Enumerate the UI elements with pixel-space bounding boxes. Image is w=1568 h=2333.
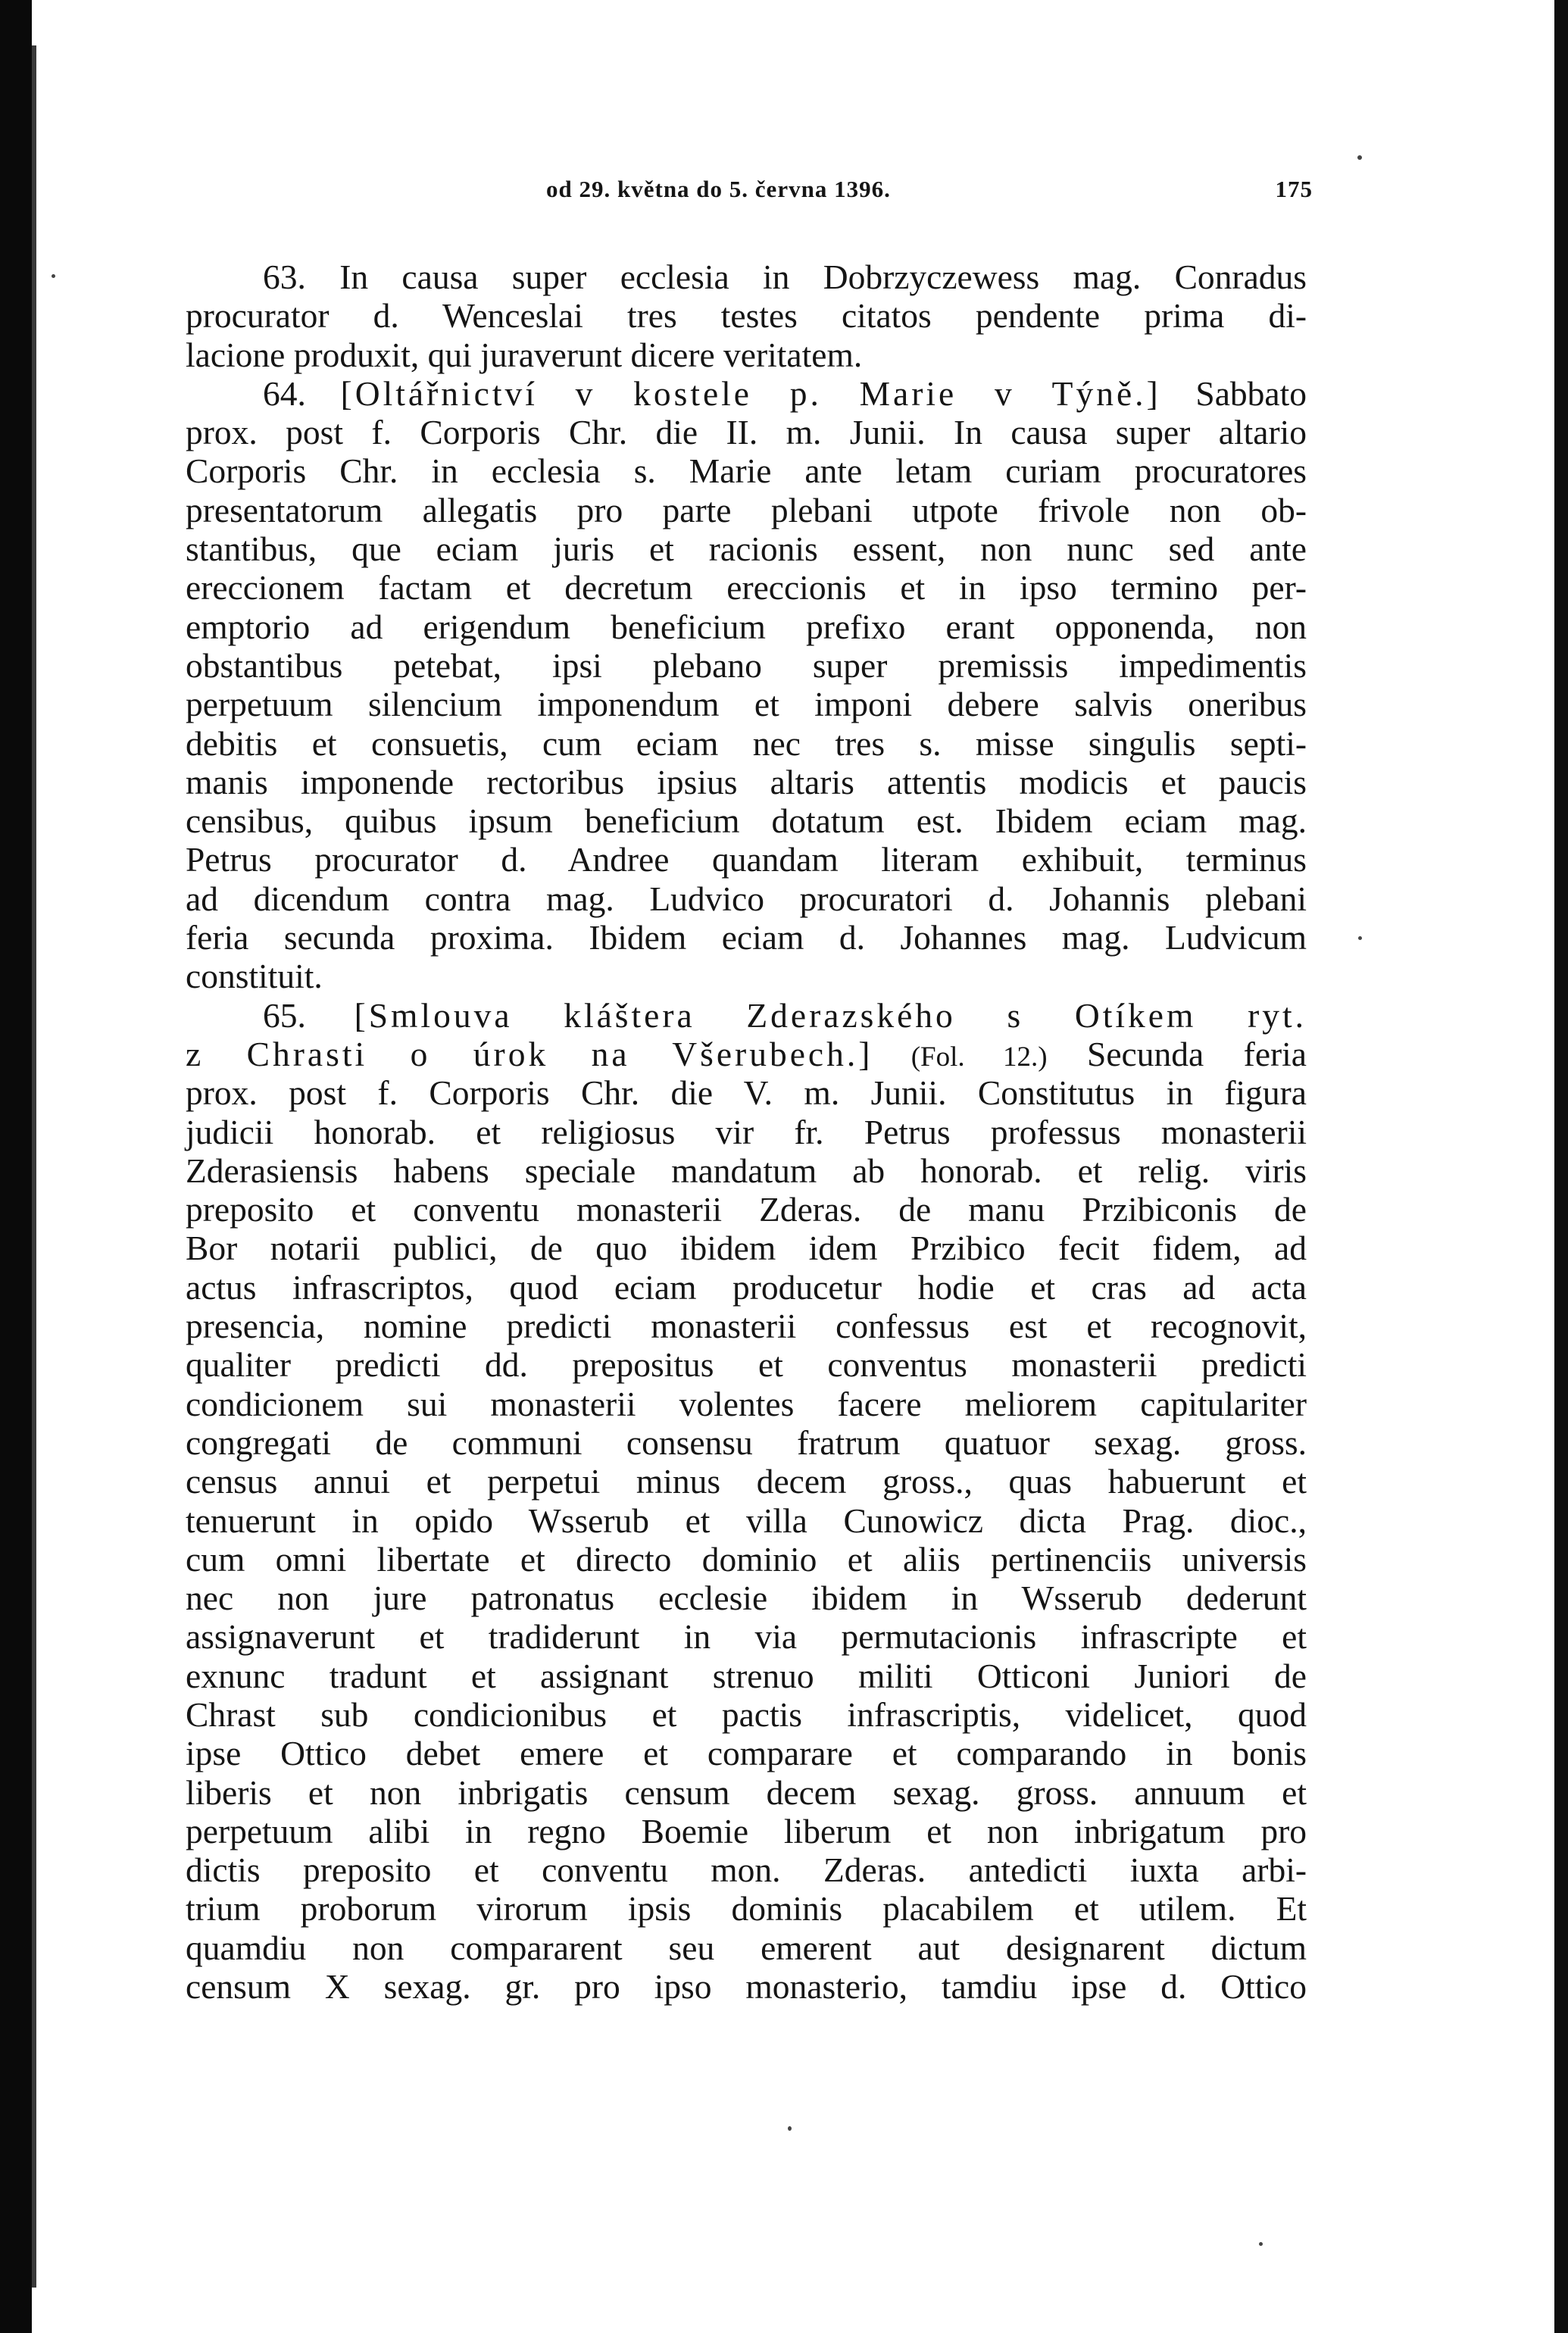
- text-line: prox. post f. Corporis Chr. die V. m. Junii. Constitutus in figura: [186, 1073, 1307, 1113]
- text-line: trium proborum virorum ipsis dominis placabilem et utilem. Et: [186, 1889, 1307, 1929]
- text-line: Chrast sub condicionibus et pactis infrascriptis, videlicet, quod: [186, 1694, 1307, 1734]
- scan-speck: [1259, 2242, 1263, 2246]
- text-line: judicii honorab. et religiosus vir fr. Petrus professus monasterii: [186, 1112, 1307, 1151]
- text-line: quamdiu non compararent seu emerent aut designarent dictum: [186, 1928, 1307, 1967]
- scan-speck: [1358, 936, 1362, 940]
- text-line: presencia, nomine predicti monasterii confessus est et recognovit,: [186, 1307, 1307, 1346]
- text-line: presentatorum allegatis pro parte plebani utpote frivole non ob-: [186, 490, 1307, 529]
- scan-edge-left-shadow: [32, 45, 36, 2288]
- text-run: Sabbato: [1160, 373, 1307, 413]
- body-text: [186, 258, 1307, 2006]
- text-line: Petrus procurator d. Andree quandam literam exhibuit, terminus: [186, 840, 1307, 879]
- text-line: debitis et consuetis, cum eciam nec tres s. misse singulis septi-: [186, 723, 1307, 763]
- text-line: nec non jure patronatus ecclesie ibidem in Wsserub dederunt: [186, 1579, 1307, 1618]
- entry-heading: [Smlouva kláštera Zderazského s Otíkem ryt.: [354, 995, 1307, 1035]
- text-line: lacione produxit, qui juraverunt dicere veritatem.: [186, 335, 863, 374]
- scan-speck: [52, 274, 55, 278]
- entry-heading: [Oltářnictví v kostele p. Marie v Týně.]: [340, 373, 1161, 413]
- page-number: 175: [1275, 176, 1313, 202]
- text-line: Corporis Chr. in ecclesia s. Marie ante letam curiam procuratores: [186, 451, 1307, 491]
- text-line: Bor notarii publici, de quo ibidem idem Przibico fecit fidem, ad: [186, 1229, 1307, 1268]
- text-line: census annui et perpetui minus decem gross., quas habuerunt et: [186, 1462, 1307, 1501]
- folio-ref: (Fol. 12.): [873, 1041, 1048, 1073]
- text-line: manis imponende rectoribus ipsius altaris attentis modicis et paucis: [186, 762, 1307, 801]
- text-run: Secunda feria: [1047, 1034, 1307, 1073]
- text-line: dictis preposito et conventu mon. Zderas. antedicti iuxta arbi-: [186, 1850, 1307, 1890]
- text-line: [186, 996, 1307, 1035]
- text-line: censibus, quibus ipsum beneficium dotatum est. Ibidem eciam mag.: [186, 801, 1307, 841]
- scan-edge-left: [0, 0, 32, 2333]
- text-line: exnunc tradunt et assignant strenuo militi Otticoni Juniori de: [186, 1656, 1307, 1695]
- text-line: assignaverunt et tradiderunt in via permutacionis infrascripte et: [186, 1617, 1307, 1657]
- scan-speck: [788, 2126, 792, 2131]
- text-line: emptorio ad erigendum beneficium prefixo erant opponenda, non: [186, 607, 1307, 646]
- text-line: [186, 374, 1307, 413]
- text-line: [186, 1035, 1307, 1073]
- text-line: condicionem sui monasterii volentes facere meliorem capitulariter: [186, 1384, 1307, 1423]
- page-header: [186, 176, 1313, 214]
- text-line: prox. post f. Corporis Chr. die II. m. Junii. In causa super altario: [186, 413, 1307, 452]
- text-line: constituit.: [186, 957, 323, 996]
- text-line: procurator d. Wenceslai tres testes citatos pendente prima di-: [186, 296, 1307, 336]
- text-line: censum X sexag. gr. pro ipso monasterio, tamdiu ipse d. Ottico: [186, 1967, 1307, 2007]
- text-line: perpetuum alibi in regno Boemie liberum et non inbrigatum pro: [186, 1811, 1307, 1850]
- text-line: feria secunda proxima. Ibidem eciam d. Johannes mag. Ludvicum: [186, 918, 1307, 957]
- text-line: stantibus, que eciam juris et racionis essent, non nunc sed ante: [186, 529, 1307, 569]
- text-line: Zderasiensis habens speciale mandatum ab honorab. et relig. viris: [186, 1151, 1307, 1190]
- text-line: qualiter predicti dd. prepositus et conventus monasterii predicti: [186, 1345, 1307, 1385]
- running-head: od 29. května do 5. června 1396.: [546, 176, 891, 202]
- scan-edge-right: [1554, 0, 1568, 2333]
- text-line: cum omni libertate et directo dominio et aliis pertinenciis universis: [186, 1539, 1307, 1579]
- text-line: ipse Ottico debet emere et comparare et comparando in bonis: [186, 1734, 1307, 1773]
- entry-number: 65.: [263, 995, 355, 1035]
- text-line: ad dicendum contra mag. Ludvico procuratori d. Johannis plebani: [186, 879, 1307, 918]
- text-line: ereccionem factam et decretum ereccionis et in ipso termino per-: [186, 568, 1307, 607]
- text-line: tenuerunt in opido Wsserub et villa Cunowicz dicta Prag. dioc.,: [186, 1501, 1307, 1540]
- text-line: actus infrascriptos, quod eciam producetur hodie et cras ad acta: [186, 1267, 1307, 1307]
- text-line: 63. In causa super ecclesia in Dobrzyczewess mag. Conradus: [263, 258, 1307, 296]
- entry-heading-cont: z Chrasti o úrok na Všerubech.]: [186, 1034, 873, 1073]
- entry-number: 64.: [263, 373, 341, 413]
- text-line: obstantibus petebat, ipsi plebano super premissis impedimentis: [186, 645, 1307, 685]
- text-line: liberis et non inbrigatis censum decem sexag. gross. annuum et: [186, 1772, 1307, 1812]
- scan-speck: [1357, 155, 1362, 160]
- text-line: perpetuum silencium imponendum et imponi debere salvis oneribus: [186, 685, 1307, 724]
- text-line: congregati de communi consensu fratrum quatuor sexag. gross.: [186, 1423, 1307, 1462]
- text-line: preposito et conventu monasterii Zderas. de manu Przibiconis de: [186, 1190, 1307, 1229]
